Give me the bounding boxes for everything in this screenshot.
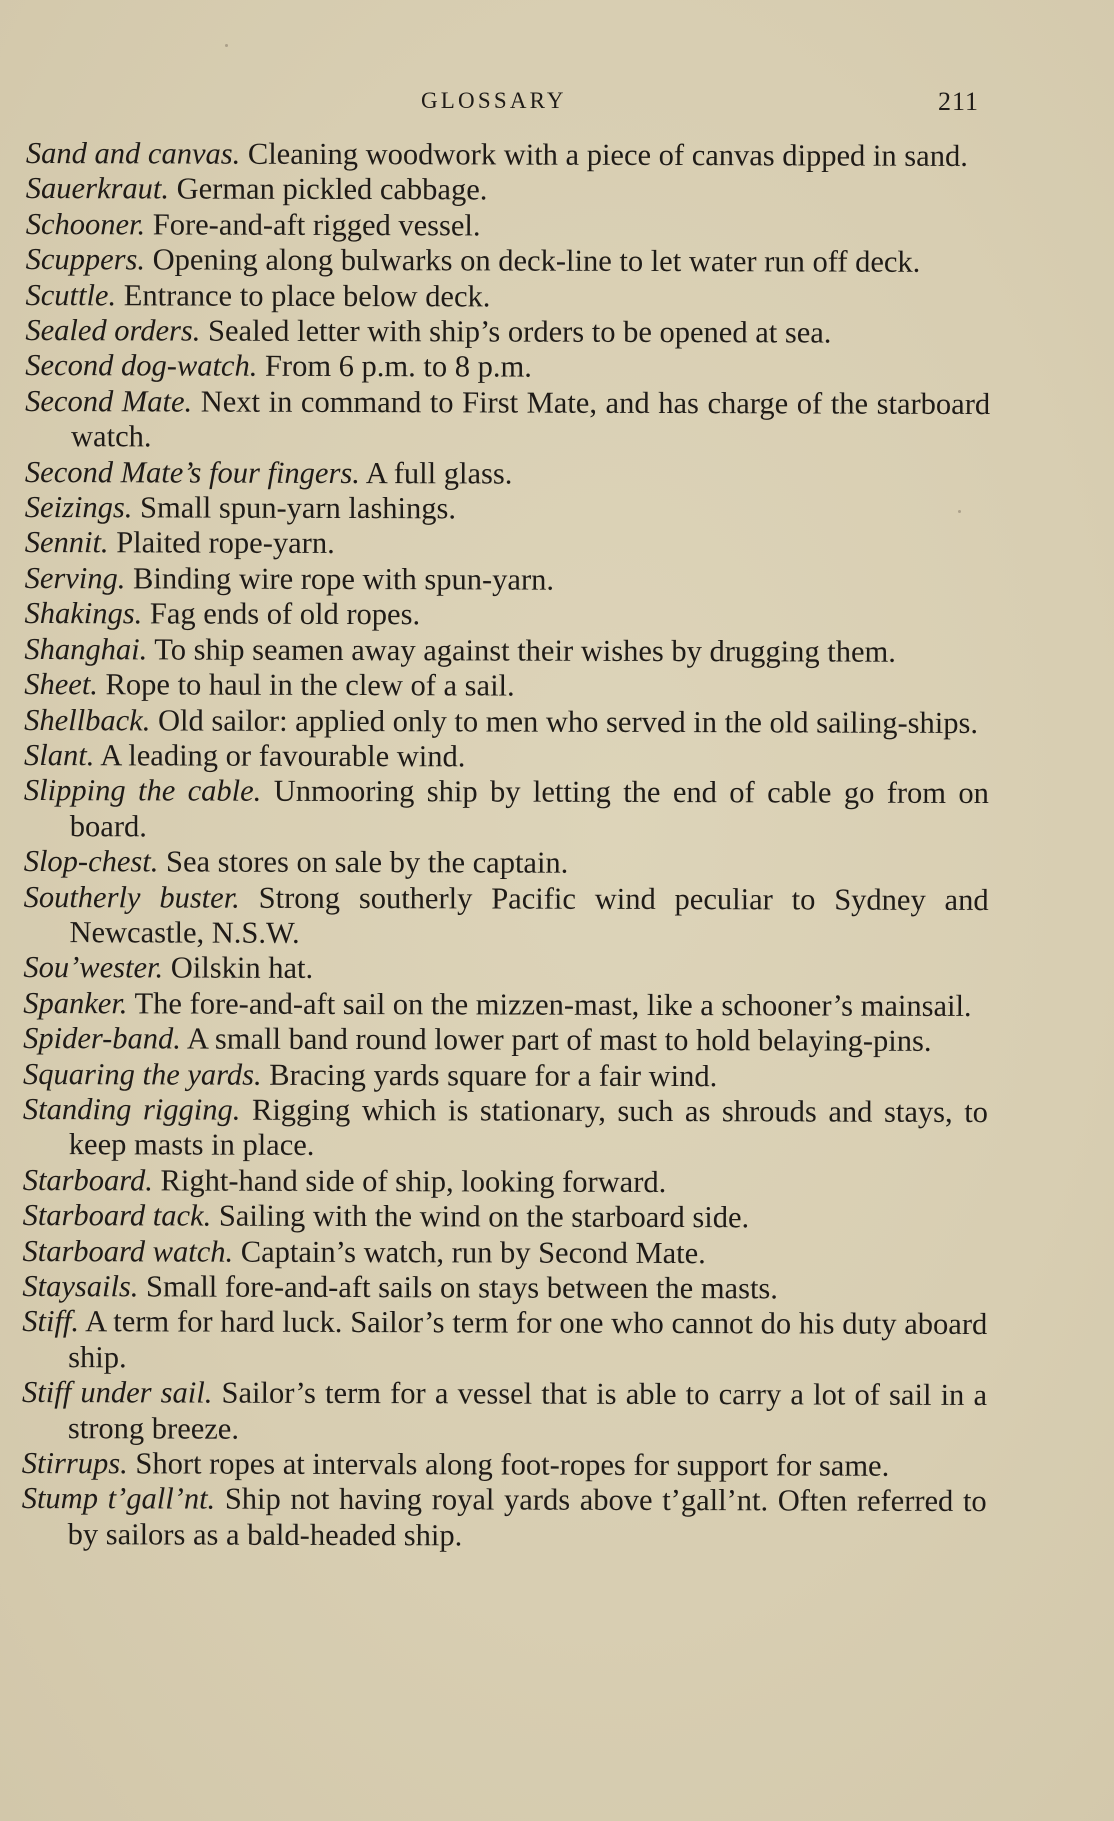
glossary-term: Shanghai. (24, 631, 148, 667)
glossary-term: Schooner. (25, 206, 146, 242)
paper-speck (225, 44, 228, 47)
glossary-term: Seizings. (24, 490, 133, 525)
glossary-definition: Sea stores on sale by the captain. (165, 844, 569, 880)
glossary-term: Second Mate’s four fingers. (24, 454, 360, 490)
glossary-term: Stiff. (22, 1304, 80, 1339)
paper-speck (958, 510, 961, 513)
glossary-term: Scuttle. (25, 277, 117, 312)
glossary-entry (23, 1163, 988, 1201)
glossary-term: Spider-band. (23, 1021, 182, 1056)
glossary-definition: Fore-and-aft rigged vessel. (152, 207, 481, 243)
glossary-entry (24, 632, 989, 670)
glossary-definition: Fag ends of old ropes. (149, 596, 421, 632)
glossary-definition: Old sailor: applied only to men who served in the old sailing-ships. (157, 702, 979, 740)
glossary-entry (24, 844, 989, 882)
glossary-definition: Small spun-yarn lashings. (140, 490, 457, 526)
glossary-definition: Binding wire rope with spun-yarn. (132, 561, 555, 597)
glossary-term: Sauerkraut. (25, 171, 170, 206)
glossary-entry (25, 313, 990, 351)
glossary-list (22, 136, 991, 1555)
glossary-term: Second Mate. (25, 383, 193, 419)
glossary-term: Sou’wester. (23, 950, 164, 985)
glossary-entry (25, 490, 990, 528)
glossary-entry (26, 207, 991, 245)
glossary-term: Second dog-watch. (25, 348, 258, 384)
glossary-entry (26, 136, 991, 174)
glossary-entry (22, 1269, 987, 1307)
glossary-definition: Ship not having royal yards above t’gall’nt. Often referred to by sailors as a bald-headed ship. (67, 1482, 987, 1553)
glossary-entry (24, 596, 989, 634)
glossary-term: Spanker. (23, 985, 128, 1021)
glossary-entry (25, 525, 990, 563)
glossary-entry (23, 986, 988, 1024)
glossary-definition: Opening along bulwarks on deck-line to let water run off deck. (152, 242, 921, 280)
glossary-term: Shellback. (24, 702, 151, 737)
glossary-term: Slant. (24, 737, 95, 773)
glossary-entry (24, 738, 989, 776)
glossary-entry (23, 1198, 988, 1236)
glossary-term: Stiff under sail. (22, 1375, 213, 1410)
glossary-definition: Entrance to place below deck. (123, 277, 491, 314)
glossary-entry (22, 1234, 987, 1272)
glossary-definition: A small band round lower part of mast to hold belaying-pins. (186, 1021, 932, 1059)
glossary-definition: A full glass. (365, 455, 513, 491)
glossary-definition: Sailor’s term for a vessel that is able to carry a lot of sail in a strong breeze. (67, 1375, 988, 1446)
glossary-entry (26, 171, 991, 209)
glossary-entry (22, 1481, 987, 1555)
glossary-entry (23, 1021, 988, 1059)
glossary-term: Starboard tack. (22, 1198, 212, 1233)
glossary-entry (24, 667, 989, 705)
glossary-entry (23, 1057, 988, 1095)
glossary-definition: Rigging which is stationary, such as shrouds and stays, to keep masts in place. (68, 1092, 989, 1163)
glossary-term: Stump t’gall’nt. (21, 1481, 216, 1517)
glossary-definition: Plaited rope-yarn. (116, 525, 335, 561)
glossary-entry (22, 1375, 987, 1449)
glossary-entry (25, 348, 990, 386)
glossary-definition: Sealed letter with ship’s orders to be opened at sea. (208, 313, 832, 350)
glossary-entry (22, 1304, 987, 1378)
glossary-term: Slipping the cable. (23, 773, 262, 809)
glossary-entry (24, 702, 989, 740)
glossary-definition: A leading or favourable wind. (100, 738, 466, 774)
glossary-definition: From 6 p.m. to 8 p.m. (264, 349, 532, 385)
glossary-definition: Unmooring ship by letting the end of cable go from on board. (69, 774, 990, 844)
glossary-term: Staysails. (22, 1268, 139, 1304)
running-head (0, 84, 1114, 120)
glossary-definition: The fore-and-aft sail on the mizzen-mast, like a schooner’s mainsail. (134, 986, 972, 1023)
glossary-definition: Cleaning woodwork with a piece of canvas dipped in sand. (247, 136, 968, 173)
glossary-entry (26, 242, 991, 280)
glossary-definition: Strong southerly Pacific wind peculiar to Sydney and Newcastle, N.S.W. (69, 880, 989, 950)
glossary-term: Sennit. (24, 525, 109, 560)
glossary-entry (23, 1092, 988, 1166)
glossary-definition: Captain’s watch, run by Second Mate. (240, 1234, 706, 1270)
glossary-entry (25, 561, 990, 599)
glossary-entry (23, 950, 988, 988)
glossary-term: Squaring the yards. (23, 1056, 262, 1092)
glossary-definition: A term for hard luck. Sailor’s term for one who cannot do his duty aboard ship. (68, 1304, 988, 1375)
running-title: GLOSSARY (421, 88, 567, 113)
glossary-definition: Next in command to First Mate, and has charge of the starboard watch. (71, 384, 991, 454)
glossary-definition: Short ropes at intervals along foot-ropes for support for same. (135, 1446, 890, 1483)
glossary-definition: Sailing with the wind on the starboard side. (218, 1198, 750, 1235)
glossary-term: Standing rigging. (22, 1091, 241, 1127)
glossary-term: Sand and canvas. (25, 136, 241, 171)
glossary-term: Stirrups. (21, 1446, 128, 1481)
glossary-term: Sheet. (24, 667, 99, 702)
glossary-entry (25, 278, 990, 316)
page-number: 211 (938, 87, 980, 116)
glossary-definition: Small fore-and-aft sails on stays between the masts. (146, 1269, 779, 1306)
glossary-definition: To ship seamen away against their wishes by drugging them. (154, 632, 896, 669)
glossary-entry (23, 880, 988, 954)
glossary-term: Slop-chest. (23, 844, 159, 879)
glossary-term: Serving. (24, 560, 126, 596)
glossary-term: Starboard. (22, 1162, 153, 1198)
glossary-entry (22, 1446, 987, 1484)
glossary-term: Shakings. (24, 596, 143, 631)
glossary-entry (25, 455, 990, 493)
glossary-definition: Right-hand side of ship, looking forward. (160, 1163, 667, 1199)
glossary-term: Scuppers. (25, 242, 146, 277)
glossary-definition: Bracing yards square for a fair wind. (269, 1057, 718, 1093)
glossary-definition: Rope to haul in the clew of a sail. (105, 667, 515, 703)
glossary-term: Sealed orders. (25, 313, 201, 348)
glossary-term: Starboard watch. (22, 1233, 234, 1269)
glossary-term: Southerly buster. (23, 879, 240, 915)
glossary-definition: Oilskin hat. (170, 950, 314, 986)
glossary-entry (25, 384, 990, 458)
glossary-entry (24, 773, 989, 847)
glossary-definition: German pickled cabbage. (176, 171, 488, 207)
